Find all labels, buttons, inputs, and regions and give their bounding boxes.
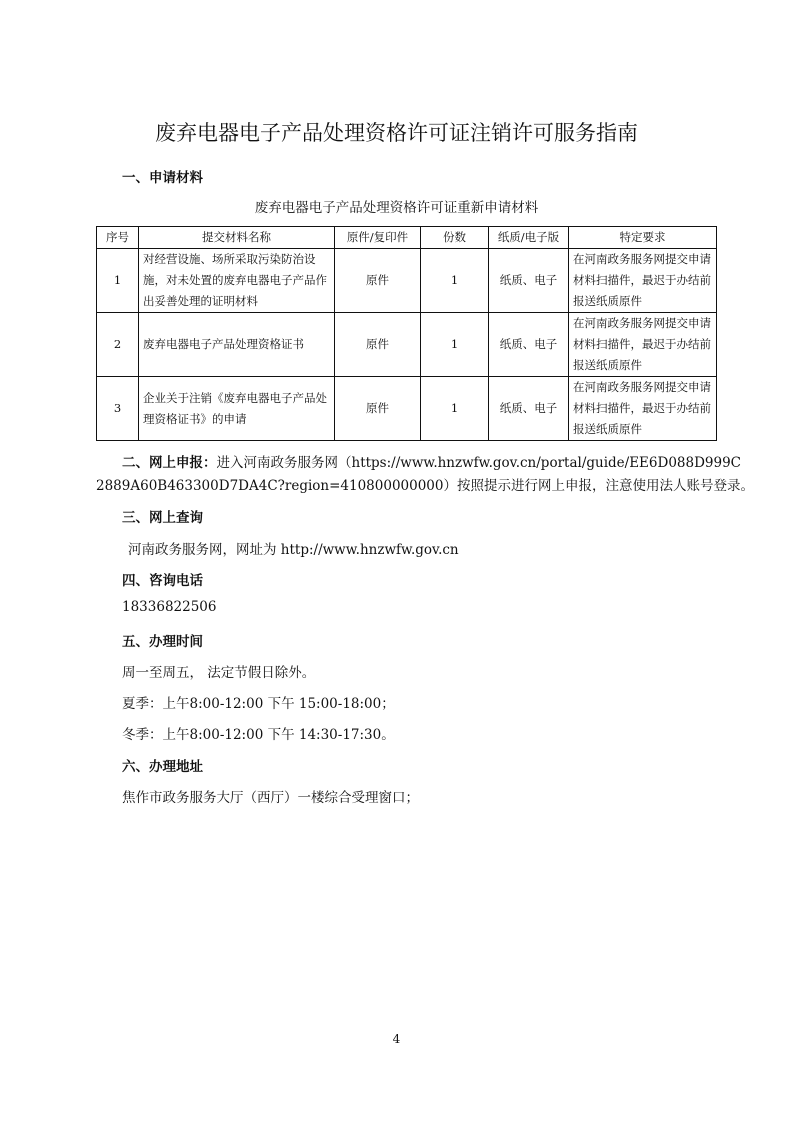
section-heading-online-application: 二、网上申报：: [122, 455, 217, 471]
section-heading-address: 六、办理地址: [122, 759, 203, 775]
table-row: [97, 249, 717, 313]
document-title: 废弃电器电子产品处理资格许可证注销许可服务指南: [155, 121, 638, 145]
hours-summer: 夏季：上午8:00-12:00 下午 15:00-18:00；: [122, 696, 395, 712]
row-material-name: 企业关于注销《废弃电器电子产品处理资格证书》的申请: [139, 377, 335, 441]
phone-number: 18336822506: [122, 599, 217, 615]
row-requirements: 在河南政务服务网提交申请材料扫描件，最迟于办结前报送纸质原件: [569, 377, 717, 441]
table-caption: 废弃电器电子产品处理资格许可证重新申请材料: [254, 200, 539, 216]
hours-days: 周一至周五， 法定节假日除外。: [122, 665, 316, 681]
header-material-name: 提交材料名称: [139, 227, 335, 249]
materials-table: [96, 226, 717, 441]
row-paper-electronic: 纸质、电子: [489, 377, 569, 441]
header-original-copy: 原件/复印件: [335, 227, 421, 249]
online-application-text1: 进入河南政务服务网（https://www.hnzwfw.gov.cn/portal/guide/EE6D088D999C: [216, 455, 742, 471]
online-application-text2: 2889A60B463300D7DA4C?region=410800000000）按照提示进行网上申报，注意使用法人账号登录。: [96, 478, 754, 494]
row-material-name: 废弃电器电子产品处理资格证书: [139, 313, 335, 377]
online-query-text: 河南政务服务网，网址为 http://www.hnzwfw.gov.cn: [128, 542, 459, 558]
row-index: 2: [97, 313, 139, 377]
row-index: 3: [97, 377, 139, 441]
header-requirements: 特定要求: [569, 227, 717, 249]
office-address: 焦作市政务服务大厅（西厅）一楼综合受理窗口；: [122, 790, 419, 806]
section-heading-materials: 一、申请材料: [122, 170, 203, 186]
page-number: 4: [392, 1032, 401, 1046]
row-requirements: 在河南政务服务网提交申请材料扫描件，最迟于办结前报送纸质原件: [569, 249, 717, 313]
row-original-copy: 原件: [335, 249, 421, 313]
section-heading-online-query: 三、网上查询: [122, 510, 203, 526]
online-application-line1: [122, 451, 741, 471]
header-count: 份数: [421, 227, 489, 249]
row-requirements: 在河南政务服务网提交申请材料扫描件，最迟于办结前报送纸质原件: [569, 313, 717, 377]
table-header-row: [97, 227, 717, 249]
hours-winter: 冬季：上午8:00-12:00 下午 14:30-17:30。: [122, 727, 395, 743]
row-count: 1: [421, 249, 489, 313]
row-index: 1: [97, 249, 139, 313]
table-row: [97, 377, 717, 441]
section-heading-phone: 四、咨询电话: [122, 573, 203, 589]
row-original-copy: 原件: [335, 377, 421, 441]
row-count: 1: [421, 377, 489, 441]
section-heading-hours: 五、办理时间: [122, 634, 203, 650]
row-material-name: 对经营设施、场所采取污染防治设施，对未处置的废弃电器电子产品作出妥善处理的证明材料: [139, 249, 335, 313]
header-index: 序号: [97, 227, 139, 249]
row-count: 1: [421, 313, 489, 377]
row-original-copy: 原件: [335, 313, 421, 377]
table-row: [97, 313, 717, 377]
row-paper-electronic: 纸质、电子: [489, 313, 569, 377]
header-paper-electronic: 纸质/电子版: [489, 227, 569, 249]
row-paper-electronic: 纸质、电子: [489, 249, 569, 313]
